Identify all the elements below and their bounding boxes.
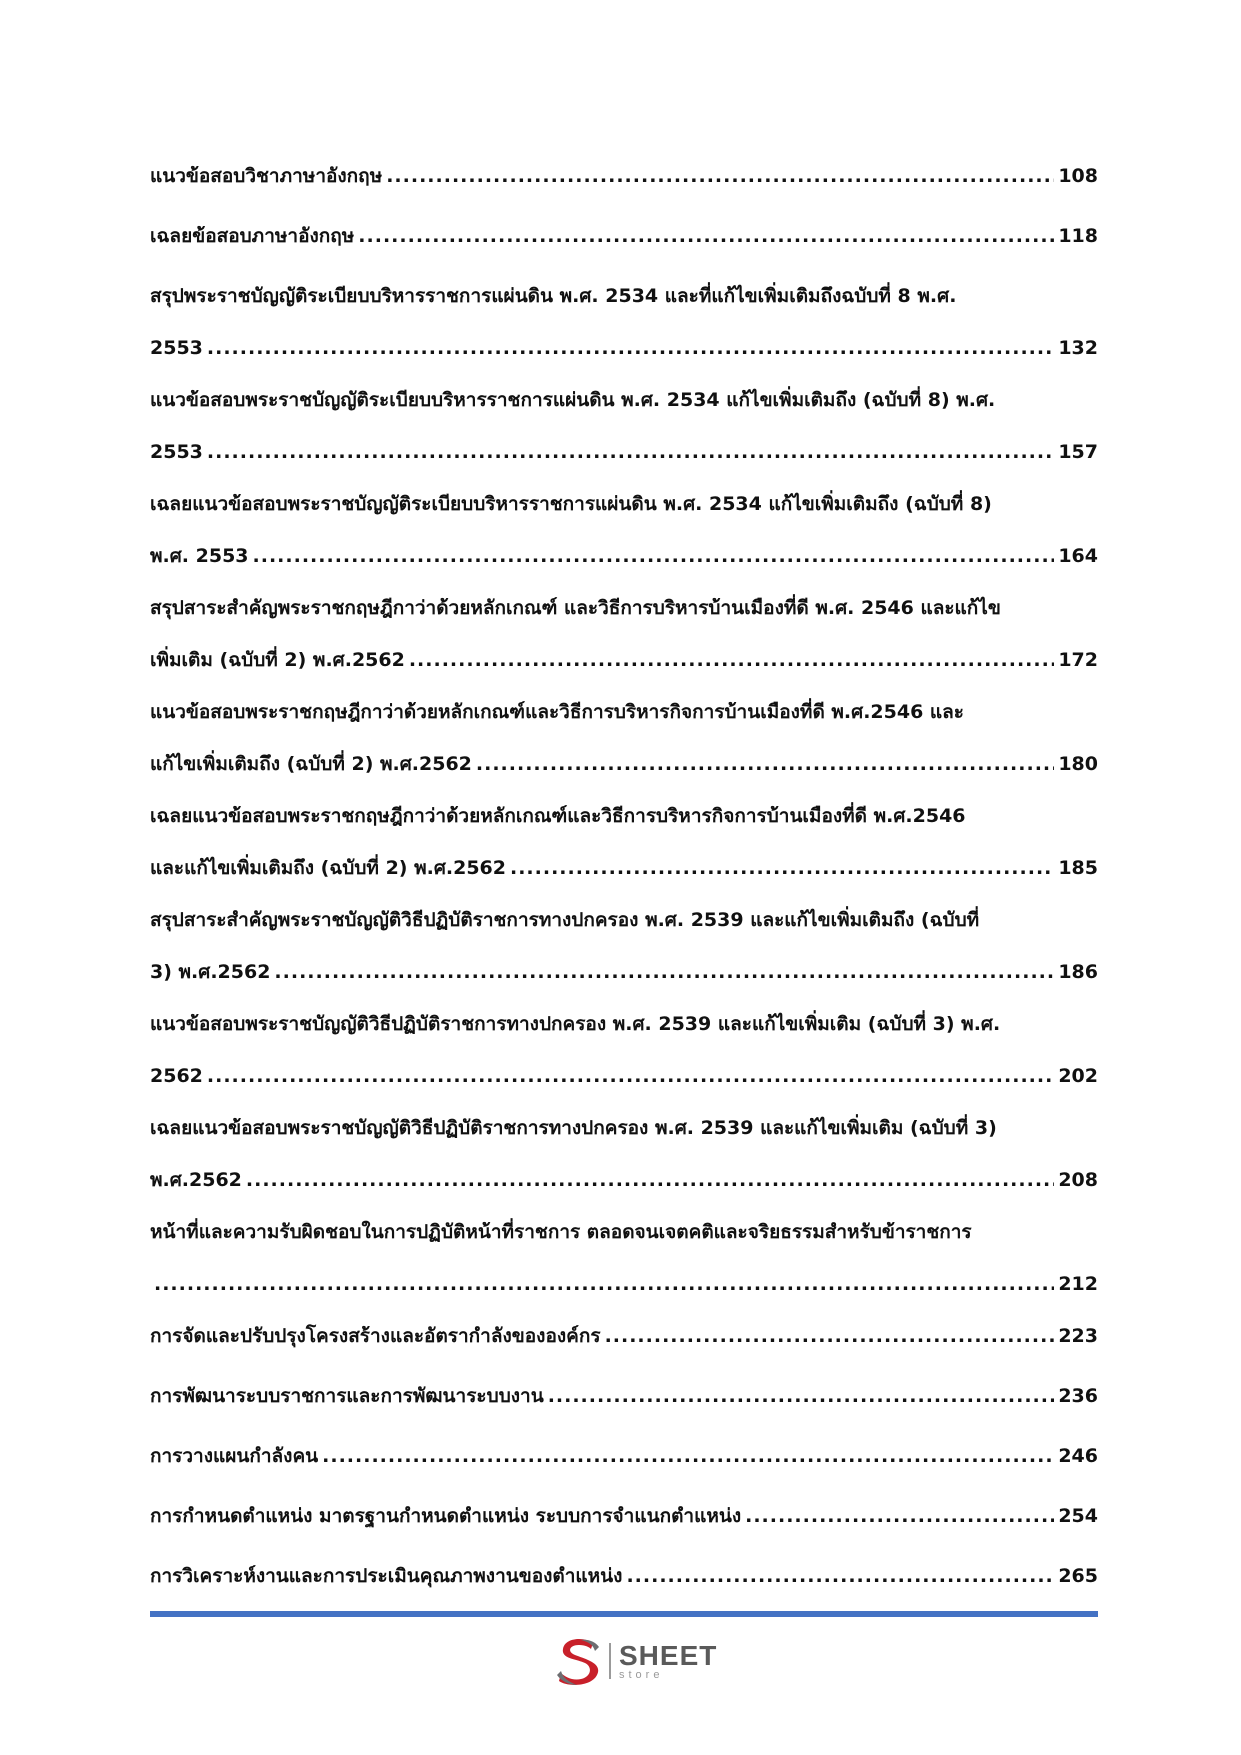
- toc-entry: [150, 1370, 1098, 1422]
- dot-leader: [409, 634, 1055, 686]
- toc-entry-title-line: สรุปสาระสำคัญพระราชกฤษฎีกาว่าด้วยหลักเกณฑ์ และวิธีการบริหารบ้านเมืองที่ดี พ.ศ. 2546 และแก้ไข: [150, 597, 1001, 619]
- toc-entry-title-line: แนวข้อสอบพระราชกฤษฎีกาว่าด้วยหลักเกณฑ์และวิธีการบริหารกิจการบ้านเมืองที่ดี พ.ศ.2546 และ: [150, 701, 965, 723]
- toc-entry-leader-line: [150, 426, 1098, 478]
- toc-page-number: 172: [1058, 649, 1098, 671]
- toc-entry-title: แก้ไขเพิ่มเติมถึง (ฉบับที่ 2) พ.ศ.2562: [150, 753, 472, 775]
- dot-leader: [274, 946, 1054, 998]
- toc-entry-title: การจัดและปรับปรุงโครงสร้างและอัตรากำลังขององค์กร: [150, 1325, 601, 1347]
- toc-entry: [150, 1102, 1098, 1206]
- dot-leader: [246, 1154, 1054, 1206]
- toc-entry-title-line: สรุปสาระสำคัญพระราชบัญญัติวิธีปฏิบัติราชการทางปกครอง พ.ศ. 2539 และแก้ไขเพิ่มเติมถึง (ฉบับที่: [150, 909, 980, 931]
- toc-entry: [150, 582, 1098, 686]
- toc-page-number: 157: [1058, 441, 1098, 463]
- toc-page-number: 164: [1058, 545, 1098, 567]
- dot-leader: [386, 150, 1054, 202]
- dot-leader: [548, 1370, 1055, 1422]
- toc-page-number: 265: [1058, 1565, 1098, 1587]
- dot-leader: [476, 738, 1054, 790]
- toc-entry-leader-line: [150, 1490, 1098, 1542]
- toc-entry: [150, 1490, 1098, 1542]
- dot-leader: [626, 1550, 1054, 1602]
- toc-entry-leader-line: [150, 1430, 1098, 1482]
- toc-entry: [150, 686, 1098, 790]
- table-of-contents: [150, 150, 1098, 1610]
- toc-entry-title-line: แนวข้อสอบพระราชบัญญัติระเบียบบริหารราชการแผ่นดิน พ.ศ. 2534 แก้ไขเพิ่มเติมถึง (ฉบับที่ 8) พ.ศ.: [150, 389, 996, 411]
- toc-entry: [150, 210, 1098, 262]
- toc-entry-title: แนวข้อสอบวิชาภาษาอังกฤษ: [150, 165, 383, 187]
- toc-entry-title-line: แนวข้อสอบพระราชบัญญัติวิธีปฏิบัติราชการทางปกครอง พ.ศ. 2539 และแก้ไขเพิ่มเติม (ฉบับที่ 3) พ.ศ.: [150, 1013, 1001, 1035]
- dot-leader: [207, 1050, 1054, 1102]
- logo-text: [619, 1639, 718, 1681]
- toc-page-number: 180: [1058, 753, 1098, 775]
- toc-page-number: 223: [1058, 1325, 1098, 1347]
- toc-entry-title: การพัฒนาระบบราชการและการพัฒนาระบบงาน: [150, 1385, 544, 1407]
- toc-entry-leader-line: [150, 1258, 1098, 1310]
- toc-entry-title: และแก้ไขเพิ่มเติมถึง (ฉบับที่ 2) พ.ศ.2562: [150, 857, 506, 879]
- dot-leader: [207, 426, 1054, 478]
- toc-entry-leader-line: [150, 1050, 1098, 1102]
- toc-entry-title-line: เฉลยแนวข้อสอบพระราชกฤษฎีกาว่าด้วยหลักเกณฑ์และวิธีการบริหารกิจการบ้านเมืองที่ดี พ.ศ.2546: [150, 805, 966, 827]
- dot-leader: [605, 1310, 1055, 1362]
- toc-entry-leader-line: [150, 946, 1098, 998]
- toc-entry: [150, 790, 1098, 894]
- toc-entry-leader-line: [150, 1154, 1098, 1206]
- toc-entry: [150, 1550, 1098, 1602]
- dot-leader: [154, 1258, 1054, 1310]
- toc-entry-leader-line: [150, 322, 1098, 374]
- dot-leader: [510, 842, 1054, 894]
- toc-entry-title: การกำหนดตำแหน่ง มาตรฐานกำหนดตำแหน่ง ระบบการจำแนกตำแหน่ง: [150, 1505, 742, 1527]
- toc-entry: [150, 478, 1098, 582]
- toc-entry-title: 2553: [150, 337, 203, 359]
- toc-page-number: 185: [1058, 857, 1098, 879]
- logo-divider: [609, 1643, 611, 1679]
- sheet-store-logo: [555, 1635, 717, 1687]
- toc-page-number: 118: [1058, 225, 1098, 247]
- toc-entry-leader-line: [150, 1550, 1098, 1602]
- toc-entry-title: การวางแผนกำลังคน: [150, 1445, 319, 1467]
- toc-entry: [150, 270, 1098, 374]
- toc-entry-title-line: สรุปพระราชบัญญัติระเบียบบริหารราชการแผ่นดิน พ.ศ. 2534 และที่แก้ไขเพิ่มเติมถึงฉบับที่ 8 พ.ศ.: [150, 285, 957, 307]
- dot-leader: [322, 1430, 1054, 1482]
- toc-entry-leader-line: [150, 210, 1098, 262]
- toc-page-number: 208: [1058, 1169, 1098, 1191]
- toc-entry-leader-line: [150, 738, 1098, 790]
- logo-word: SHEET: [619, 1639, 718, 1671]
- toc-page-number: 108: [1058, 165, 1098, 187]
- toc-entry-leader-line: [150, 1370, 1098, 1422]
- toc-page-number: 186: [1058, 961, 1098, 983]
- logo-sub: store: [619, 1668, 664, 1681]
- toc-entry-title-line: เฉลยแนวข้อสอบพระราชบัญญัติระเบียบบริหารราชการแผ่นดิน พ.ศ. 2534 แก้ไขเพิ่มเติมถึง (ฉบับที่ 8): [150, 493, 992, 515]
- s-logo-icon: [555, 1635, 603, 1687]
- toc-entry-leader-line: [150, 150, 1098, 202]
- toc-page-number: 202: [1058, 1065, 1098, 1087]
- toc-entry-title-line: เฉลยแนวข้อสอบพระราชบัญญัติวิธีปฏิบัติราชการทางปกครอง พ.ศ. 2539 และแก้ไขเพิ่มเติม (ฉบับที่ 3): [150, 1117, 997, 1139]
- footer-rule: [150, 1611, 1098, 1617]
- toc-entry: [150, 1310, 1098, 1362]
- toc-entry-title: เพิ่มเติม (ฉบับที่ 2) พ.ศ.2562: [150, 649, 405, 671]
- toc-entry-title: 2553: [150, 441, 203, 463]
- toc-entry-title: พ.ศ.2562: [150, 1169, 242, 1191]
- toc-entry-title-line: หน้าที่และความรับผิดชอบในการปฏิบัติหน้าที่ราชการ ตลอดจนเจตคติและจริยธรรมสำหรับข้าราชการ: [150, 1221, 972, 1243]
- dot-leader: [745, 1490, 1054, 1542]
- toc-page-number: 132: [1058, 337, 1098, 359]
- toc-entry-title: 3) พ.ศ.2562: [150, 961, 271, 983]
- toc-entry-leader-line: [150, 842, 1098, 894]
- toc-entry-leader-line: [150, 530, 1098, 582]
- toc-entry-title: พ.ศ. 2553: [150, 545, 249, 567]
- toc-entry-leader-line: [150, 1310, 1098, 1362]
- toc-entry: [150, 998, 1098, 1102]
- toc-entry: [150, 1206, 1098, 1310]
- toc-page-number: 246: [1058, 1445, 1098, 1467]
- toc-entry: [150, 150, 1098, 202]
- toc-entry-title: 2562: [150, 1065, 203, 1087]
- toc-entry: [150, 894, 1098, 998]
- dot-leader: [253, 530, 1055, 582]
- toc-entry-title: การวิเคราะห์งานและการประเมินคุณภาพงานของตำแหน่ง: [150, 1565, 623, 1587]
- toc-entry: [150, 1430, 1098, 1482]
- dot-leader: [358, 210, 1054, 262]
- toc-page-number: 254: [1058, 1505, 1098, 1527]
- toc-entry-title: เฉลยข้อสอบภาษาอังกฤษ: [150, 225, 355, 247]
- toc-page-number: 236: [1058, 1385, 1098, 1407]
- toc-page-number: 212: [1058, 1273, 1098, 1295]
- dot-leader: [207, 322, 1054, 374]
- toc-entry-leader-line: [150, 634, 1098, 686]
- toc-entry: [150, 374, 1098, 478]
